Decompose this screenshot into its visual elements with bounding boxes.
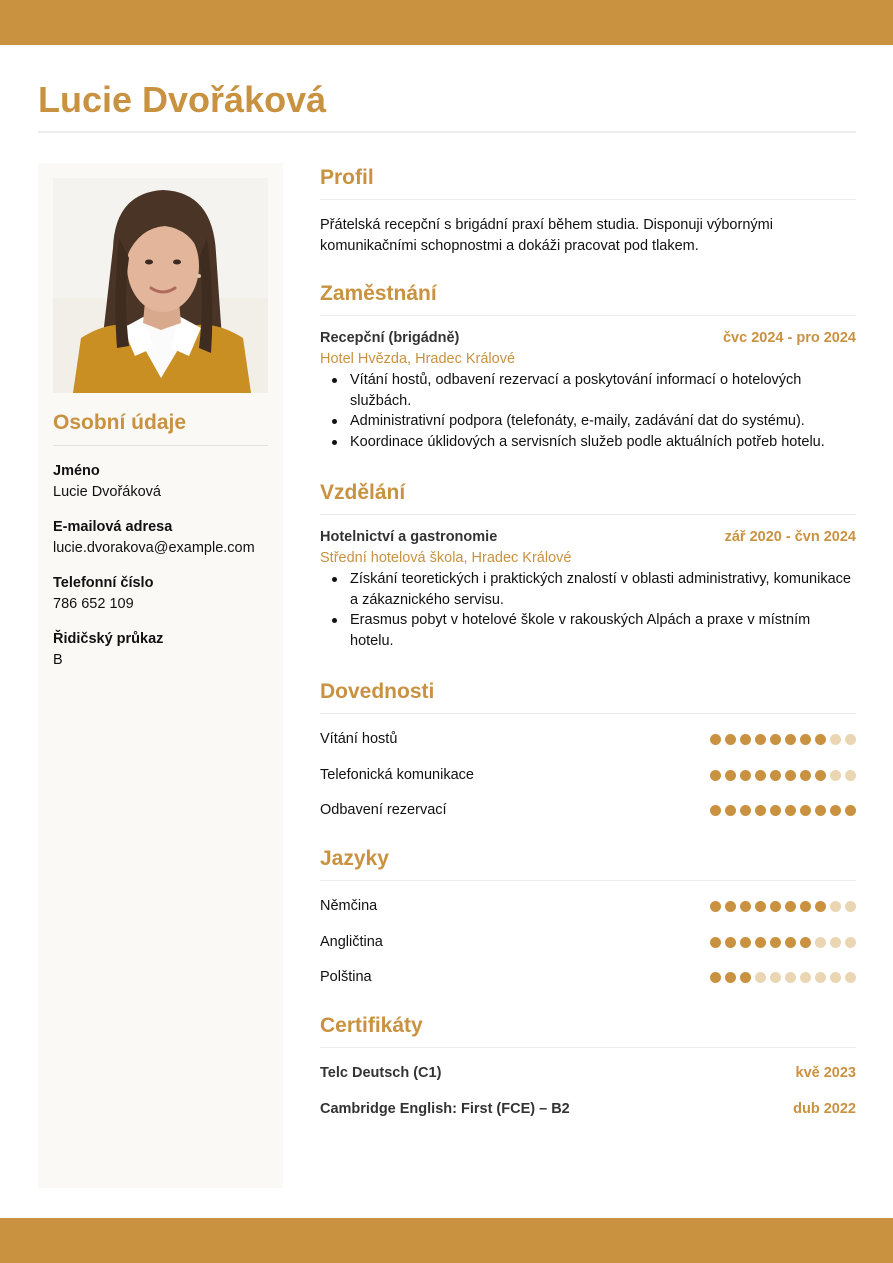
- rating-dot-filled: [725, 901, 736, 912]
- section-title-certificates: Certifikáty: [320, 1014, 423, 1037]
- section-divider: [320, 713, 856, 714]
- rating-dot-empty: [845, 734, 856, 745]
- certificate-name: Cambridge English: First (FCE) – B2: [320, 1101, 570, 1117]
- section-title-employment: Zaměstnání: [320, 282, 437, 305]
- rating-dot-filled: [785, 901, 796, 912]
- section-divider: [320, 1047, 856, 1048]
- rating-dot-empty: [770, 972, 781, 983]
- rating-dot-empty: [845, 937, 856, 948]
- rating-dot-filled: [770, 770, 781, 781]
- certificates-section: [320, 1011, 856, 1117]
- language-row: [320, 967, 856, 988]
- profile-text: Přátelská recepční s brigádní praxí během studia. Disponuji výbornými komunikačními schopnostmi a dokáži pracovat pod tlakem.: [320, 217, 773, 254]
- rating-dot-empty: [845, 770, 856, 781]
- rating-dot-filled: [800, 937, 811, 948]
- personal-info-divider: [53, 445, 268, 446]
- skill-name: Telefonická komunikace: [320, 767, 474, 783]
- top-accent-bar: [0, 0, 893, 45]
- rating-dot-filled: [710, 770, 721, 781]
- rating-dot-empty: [845, 972, 856, 983]
- rating-dot-empty: [830, 770, 841, 781]
- list-item: Vítání hostů, odbavení rezervací a poskytování informací o hotelových službách.: [320, 370, 856, 411]
- rating-dot-filled: [770, 734, 781, 745]
- job-bullets: [320, 370, 856, 452]
- title-divider: [38, 131, 856, 133]
- rating-dot-filled: [755, 734, 766, 745]
- skill-rating: [710, 770, 856, 781]
- rating-dot-empty: [815, 937, 826, 948]
- employment-section: [320, 279, 856, 450]
- rating-dot-empty: [755, 972, 766, 983]
- education-section: [320, 478, 856, 649]
- personal-item-label: Řidičský průkaz: [53, 631, 164, 647]
- personal-item-value: 786 652 109: [53, 596, 134, 612]
- language-row: [320, 932, 856, 953]
- rating-dot-filled: [725, 805, 736, 816]
- personal-item-label: E-mailová adresa: [53, 519, 173, 535]
- personal-item-value: Lucie Dvořáková: [53, 484, 161, 500]
- personal-item-license: [53, 629, 278, 685]
- rating-dot-filled: [845, 805, 856, 816]
- education-entry-header: [320, 527, 856, 548]
- languages-section: [320, 844, 856, 985]
- rating-dot-filled: [710, 972, 721, 983]
- rating-dot-filled: [815, 770, 826, 781]
- personal-item-email: [53, 517, 278, 573]
- rating-dot-filled: [710, 901, 721, 912]
- job-position: Recepční (brigádně): [320, 330, 460, 346]
- language-name: Angličtina: [320, 934, 383, 950]
- job-entry-header: [320, 328, 856, 349]
- language-name: Němčina: [320, 898, 378, 914]
- personal-info-heading: Osobní údaje: [53, 411, 187, 434]
- rating-dot-filled: [785, 937, 796, 948]
- certificate-row: [320, 1099, 856, 1120]
- rating-dot-filled: [815, 734, 826, 745]
- personal-item-name: [53, 461, 278, 517]
- language-rating: [710, 972, 856, 983]
- rating-dot-filled: [755, 937, 766, 948]
- skill-name: Vítání hostů: [320, 731, 398, 747]
- rating-dot-filled: [740, 805, 751, 816]
- rating-dot-empty: [785, 972, 796, 983]
- sidebar: [38, 163, 283, 1188]
- skill-row: [320, 765, 856, 786]
- rating-dot-filled: [755, 770, 766, 781]
- section-title-education: Vzdělání: [320, 481, 406, 504]
- section-divider: [320, 880, 856, 881]
- personal-item-label: Jméno: [53, 463, 100, 479]
- profile-section: [320, 163, 856, 254]
- education-bullets: [320, 569, 856, 651]
- rating-dot-filled: [770, 901, 781, 912]
- section-title-profile: Profil: [320, 166, 374, 189]
- certificate-date: kvě 2023: [795, 1065, 856, 1081]
- rating-dot-filled: [725, 734, 736, 745]
- rating-dot-filled: [770, 805, 781, 816]
- rating-dot-filled: [815, 901, 826, 912]
- rating-dot-filled: [785, 770, 796, 781]
- rating-dot-filled: [815, 805, 826, 816]
- rating-dot-filled: [740, 972, 751, 983]
- personal-info-list: [53, 461, 278, 685]
- rating-dot-empty: [830, 734, 841, 745]
- rating-dot-empty: [830, 972, 841, 983]
- certificate-date: dub 2022: [793, 1101, 856, 1117]
- education-date: zář 2020 - čvn 2024: [724, 529, 856, 545]
- job-employer: Hotel Hvězda, Hradec Králové: [320, 351, 516, 367]
- skill-row: [320, 800, 856, 821]
- education-school: Střední hotelová škola, Hradec Králové: [320, 550, 572, 566]
- rating-dot-filled: [755, 805, 766, 816]
- rating-dot-filled: [755, 901, 766, 912]
- rating-dot-filled: [740, 937, 751, 948]
- rating-dot-filled: [725, 770, 736, 781]
- page-title: Lucie Dvořáková: [38, 79, 327, 120]
- language-name: Polština: [320, 969, 372, 985]
- skills-section: [320, 677, 856, 818]
- rating-dot-empty: [830, 901, 841, 912]
- bottom-accent-bar: [0, 1218, 893, 1263]
- language-rating: [710, 937, 856, 948]
- rating-dot-filled: [800, 805, 811, 816]
- personal-item-value: lucie.dvorakova@example.com: [53, 540, 255, 556]
- skill-row: [320, 729, 856, 750]
- section-title-skills: Dovednosti: [320, 680, 435, 703]
- rating-dot-filled: [710, 734, 721, 745]
- section-divider: [320, 315, 856, 316]
- rating-dot-filled: [725, 937, 736, 948]
- list-item: Získání teoretických i praktických znalostí v oblasti administrativy, komunikace a zákaznického servisu.: [320, 569, 856, 610]
- rating-dot-empty: [800, 972, 811, 983]
- rating-dot-empty: [830, 937, 841, 948]
- job-date: čvc 2024 - pro 2024: [722, 330, 856, 346]
- rating-dot-filled: [725, 972, 736, 983]
- rating-dot-filled: [785, 805, 796, 816]
- skill-rating: [710, 805, 856, 816]
- rating-dot-filled: [785, 734, 796, 745]
- rating-dot-filled: [740, 901, 751, 912]
- rating-dot-filled: [710, 937, 721, 948]
- rating-dot-filled: [710, 805, 721, 816]
- rating-dot-filled: [740, 734, 751, 745]
- profile-photo: [53, 178, 268, 393]
- certificate-row: [320, 1063, 856, 1084]
- language-row: [320, 896, 856, 917]
- list-item: Erasmus pobyt v hotelové škole v rakouských Alpách a praxe v místním hotelu.: [320, 610, 856, 651]
- language-rating: [710, 901, 856, 912]
- personal-item-value: B: [53, 652, 63, 668]
- rating-dot-filled: [800, 901, 811, 912]
- list-item: Administrativní podpora (telefonáty, e-maily, zadávání dat do systému).: [320, 411, 856, 432]
- personal-item-phone: [53, 573, 278, 629]
- rating-dot-filled: [770, 937, 781, 948]
- skill-rating: [710, 734, 856, 745]
- personal-item-label: Telefonní číslo: [53, 575, 154, 591]
- list-item: Koordinace úklidových a servisních služeb podle aktuálních potřeb hotelu.: [320, 432, 856, 453]
- rating-dot-empty: [815, 972, 826, 983]
- skill-name: Odbavení rezervací: [320, 802, 447, 818]
- rating-dot-filled: [740, 770, 751, 781]
- rating-dot-empty: [845, 901, 856, 912]
- section-title-languages: Jazyky: [320, 847, 389, 870]
- rating-dot-filled: [800, 734, 811, 745]
- section-divider: [320, 199, 856, 200]
- education-field: Hotelnictví a gastronomie: [320, 529, 498, 545]
- rating-dot-filled: [830, 805, 841, 816]
- rating-dot-filled: [800, 770, 811, 781]
- section-divider: [320, 514, 856, 515]
- certificate-name: Telc Deutsch (C1): [320, 1065, 442, 1081]
